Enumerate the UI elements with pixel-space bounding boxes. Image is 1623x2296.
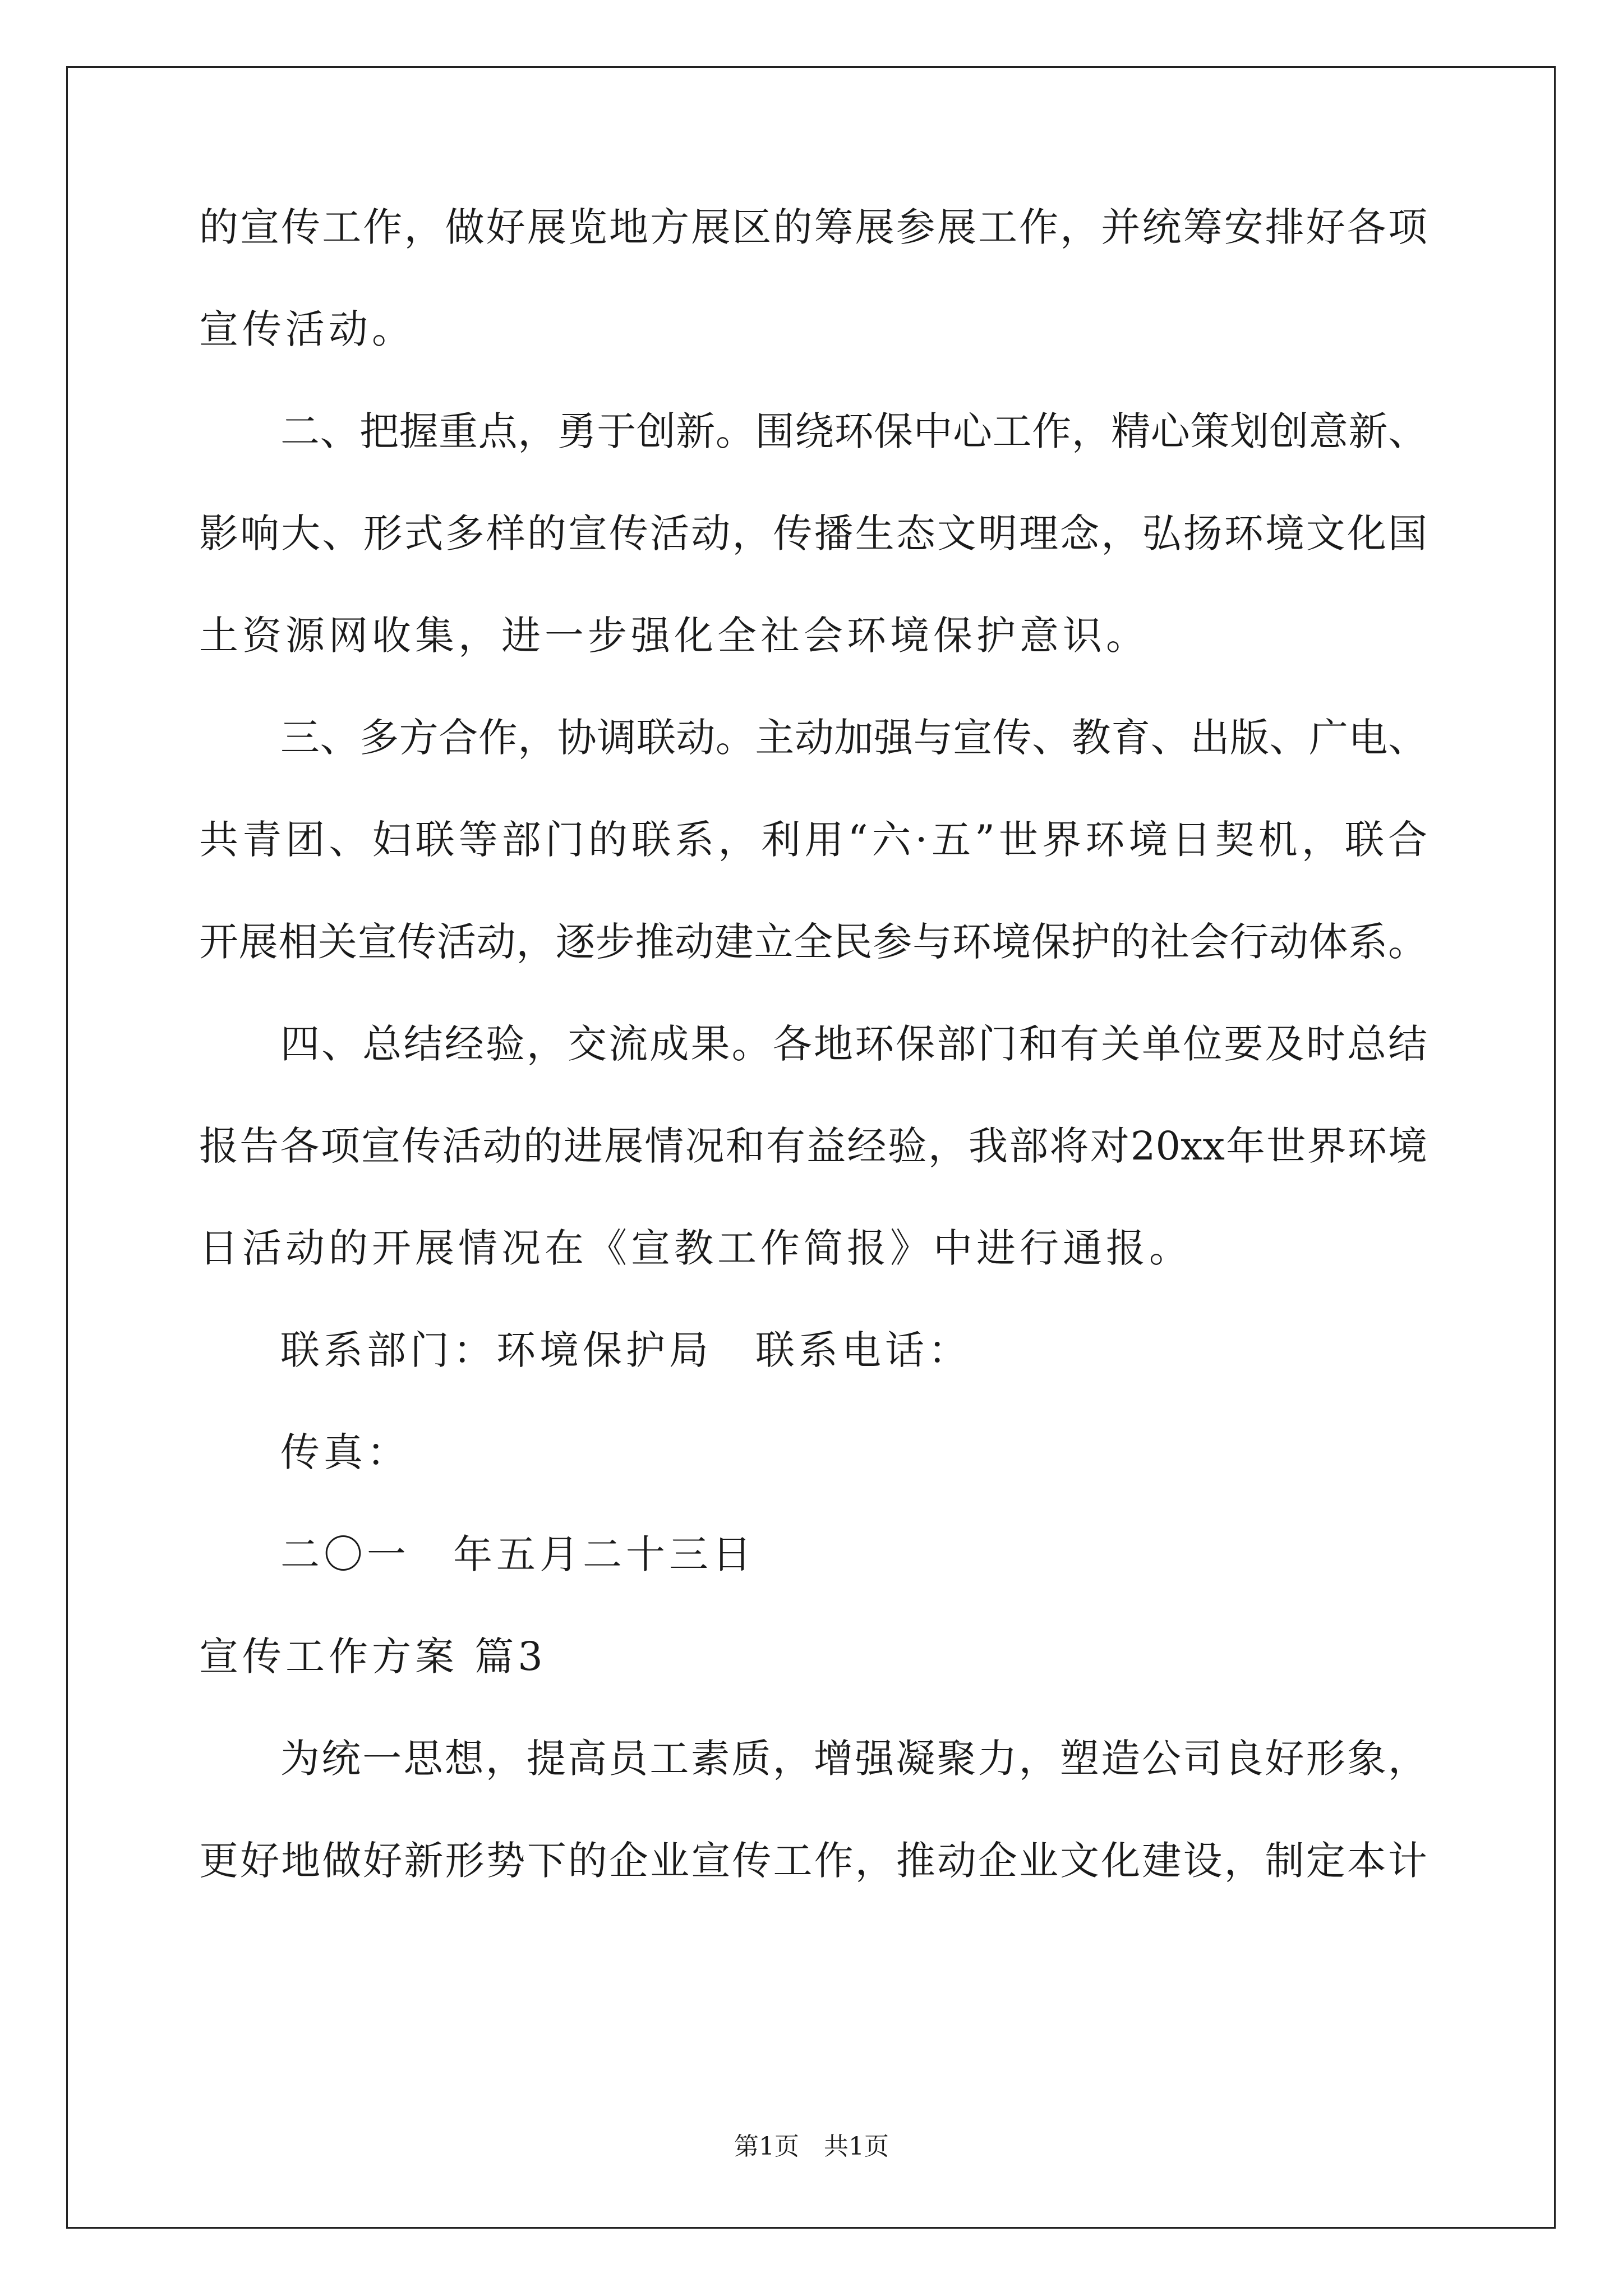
document-body <box>199 204 1427 1943</box>
body-line: 为统一思想，提高员工素质，增强凝聚力，塑造公司良好形象， <box>280 1736 1427 1782</box>
body-line: 影响大、形式多样的宣传活动，传播生态文明理念，弘扬环境文化国 <box>199 510 1427 556</box>
body-line: 的宣传工作，做好展览地方展区的筹展参展工作，并统筹安排好各项 <box>199 204 1427 250</box>
body-line: 开展相关宣传活动，逐步推动建立全民参与环境保护的社会行动体系。 <box>199 919 1427 965</box>
contact-line: 联系部门：环境保护局 联系电话： <box>280 1327 971 1373</box>
fax-line: 传真： <box>280 1429 410 1475</box>
body-line: 共青团、妇联等部门的联系，利用“六·五”世界环境日契机，联合 <box>199 817 1427 863</box>
section-three-line: 三、多方合作，协调联动。主动加强与宣传、教育、出版、广电、 <box>280 715 1427 761</box>
date-line: 二〇一 年五月二十三日 <box>280 1531 755 1577</box>
section-heading: 宣传工作方案 篇3 <box>199 1634 547 1680</box>
body-line: 报告各项宣传活动的进展情况和有益经验，我部将对20xx年世界环境 <box>199 1123 1427 1169</box>
section-two-line: 二、把握重点，勇于创新。围绕环保中心工作，精心策划创意新、 <box>280 408 1427 454</box>
body-line: 更好地做好新形势下的企业宣传工作，推动企业文化建设，制定本计 <box>199 1838 1427 1884</box>
body-line: 日活动的开展情况在《宣教工作简报》中进行通报。 <box>199 1225 1192 1271</box>
page-number: 第1页 共1页 <box>734 2132 889 2161</box>
body-line: 宣传活动。 <box>199 306 415 352</box>
body-line: 土资源网收集，进一步强化全社会环境保护意识。 <box>199 613 1149 659</box>
section-four-line: 四、总结经验，交流成果。各地环保部门和有关单位要及时总结 <box>280 1021 1427 1067</box>
